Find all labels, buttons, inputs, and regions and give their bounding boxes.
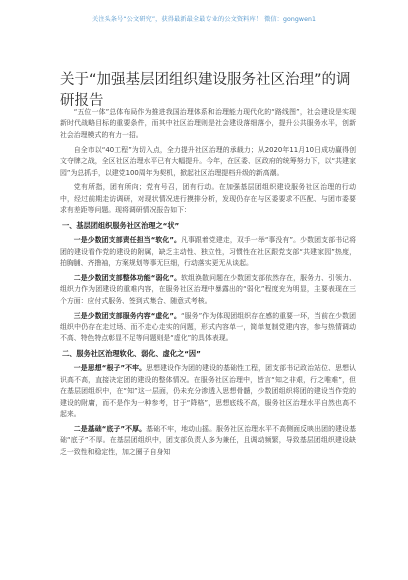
body-paragraph [60, 107, 356, 141]
body-paragraph [60, 235, 356, 269]
section-heading [60, 220, 356, 232]
paragraph-lead: 一是思想“根子”不牢。 [73, 364, 147, 373]
promo-banner[interactable]: 关注头条号“公文研究”，获得最新最全最专业的公文资料库！ 微信：gongwen1 [91, 16, 317, 23]
paragraph-text: 党有所指，团有所向；党有号召，团有行动。在加强基层团组织建设服务社区治理的行动中，经过前期走访调研，对现状情况进行摸排分析，发现仍存在与区委要求不匹配、与团市委要求有差距等问题。现将调研情况报告如下： [60, 183, 356, 215]
paragraph-lead: 三是少数团支部服务内容“虚化”。 [73, 311, 181, 320]
paragraph-text: 一、基层团组织服务社区治理之“状” [62, 221, 180, 231]
paragraph-lead: 二是少数团支部整体功能“弱化”。 [73, 273, 182, 282]
body-paragraph [60, 424, 356, 458]
body-paragraph [60, 311, 356, 345]
paragraph-text: 思想建设作为团的建设的基础性工程，团支部书记政治站位、思想认识高不高，直接决定团的建设的整体情况。在服务社区治理中，皆言“知之非艰，行之唯难”，但在基层团组织中，在“知”这一层面，仍未充分渗透入思想骨髓，少数团组织将团的建设当作党的建设的附庸，而不是作为一种参考，甘于“降格”，思想底线不高，服务社区治理水平自然也高不起来。 [60, 364, 357, 418]
paragraph-lead: 二是基础“底子”不厚。 [73, 424, 147, 433]
body-paragraph [60, 145, 356, 179]
document-body [60, 107, 356, 462]
paragraph-text: “服务”作为体现团组织存在感的重要一环，当前在少数团组织中仍存在走过场、而不走心走实的问题，形式内容单一，简单复制党建内容，参与热情调动不高、特色特点彰显不足等问题则是“虚化”的具体表现。 [60, 311, 356, 343]
paragraph-text: 基础不牢，地动山摇。服务社区治理水平不高侧面反映出团的建设基础“底子”不厚。在基层团组织中，团支部负责人多为兼任，且调动频繁，导致基层团组织建设缺乏一致性和稳定性，加之圈子自身知 [60, 424, 357, 456]
paragraph-text: 软组涣散问题在少数团支部依然存在，服务力、引领力、组织力作为团建设的重难内容，在服务社区治理中暴露出的“弱化”程度充为明显，主要表现在三个方面：应付式服务、签到式集合、随意式考核。 [60, 273, 357, 305]
section-heading [60, 348, 356, 360]
paragraph-text: “五位一体”总体布局作为推进我国治理体系和治理能力现代化的“路线图”，社会建设是实现新时代战略目标的重要条件，而其中社区治理则是社会建设落细落小，提升公共服务水平，创新社会治理模式的有力一招。 [60, 108, 356, 139]
paragraph-text: 凡事跟着党建走，双手一举“事没有”。少数团支部书记将团的建设看作党的建设的附属，缺乏主动性、独立性，习惯性在社区跟党支部“共建家园”热度，拍胸脯、齐撸袖，方案规划等事无巨细，行动落实更无从谈起。 [60, 236, 356, 267]
paragraph-text: 二、服务社区治理软化、弱化、虚化之“因” [62, 349, 201, 359]
body-paragraph [60, 182, 356, 216]
paragraph-lead: 一是少数团支部责任担当“软化”。 [73, 236, 181, 245]
document-title: 关于“加强基层团组织建设服务社区治理”的调研报告 [60, 71, 351, 109]
paragraph-text: 自全市以“40工程”为切入点，全力提升社区治理的承载力；从2020年11月10日成功赢得创文夺牌之战，全区社区治理水平已有大幅提升。今年，在区委、区政府的统筹努力下，以“共建家园”为总抓手，以建党100周年为契机，掀起社区治理提档升级的新高潮。 [60, 145, 356, 177]
body-paragraph [60, 363, 356, 420]
body-paragraph [60, 273, 356, 307]
